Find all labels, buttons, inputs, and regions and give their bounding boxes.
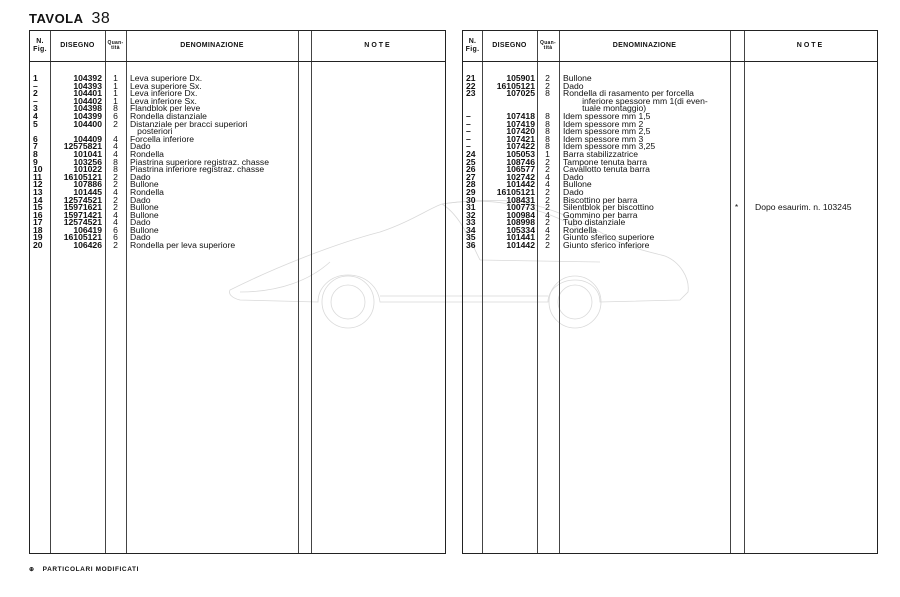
cell-quantita: 6	[113, 224, 118, 235]
cell-quantita: 4	[113, 133, 118, 144]
cell-disegno: 104409	[73, 133, 102, 144]
cell-fig: 19	[33, 232, 43, 243]
cell-fig: 6	[33, 133, 38, 144]
cell-fig: 3	[33, 103, 38, 114]
cell-quantita: 1	[113, 73, 118, 83]
cell-denominazione: Tampone tenuta barra	[563, 156, 648, 167]
cell-disegno: 16105121	[496, 80, 535, 91]
cell-fig: –	[466, 110, 471, 121]
cell-fig: 29	[466, 186, 476, 197]
cell-quantita: 4	[545, 209, 550, 220]
cell-denominazione: Piastrina superiore registraz. chasse	[130, 156, 269, 167]
cell-quantita: 8	[545, 126, 550, 137]
cell-denominazione: Silentblok per biscottino	[563, 202, 654, 213]
cell-disegno: 107025	[506, 88, 535, 99]
cell-quantita: 2	[545, 164, 550, 175]
cell-quantita: 2	[545, 186, 550, 197]
header-fig: N. Fig.	[465, 38, 480, 53]
cell-denominazione: Forcella inferiore	[130, 133, 194, 144]
cell-denominazione: Idem spessore mm 1,5	[563, 110, 651, 121]
cell-fig: 10	[33, 164, 43, 175]
cell-denominazione: Dado	[130, 141, 151, 152]
title-number: 38	[91, 10, 111, 27]
cell-quantita: 2	[545, 156, 550, 167]
cell-disegno: 101445	[73, 186, 102, 197]
cell-disegno: 105334	[506, 224, 535, 235]
cell-fig: 16	[33, 209, 43, 220]
footer-legend	[29, 566, 139, 573]
cell-denominazione: Rondella distanziale	[130, 110, 207, 121]
cell-fig: 2	[33, 88, 38, 99]
header-fig: N. Fig.	[33, 38, 47, 53]
cell-quantita: 1	[113, 80, 118, 91]
cell-disegno: 106426	[73, 240, 102, 251]
cell-fig: 24	[466, 148, 476, 159]
cell-mark: *	[734, 202, 739, 213]
header-disegno: DISEGNO	[60, 42, 95, 49]
cell-disegno: 105053	[506, 148, 535, 159]
cell-quantita: 1	[545, 148, 550, 159]
cell-fig: 9	[33, 156, 38, 167]
cell-denominazione: Tubo distanziale	[563, 217, 626, 228]
cell-disegno: 104392	[73, 73, 102, 83]
cell-fig: 28	[466, 179, 476, 190]
cell-denominazione: Giunto sferico superiore	[563, 232, 655, 243]
header-divider	[30, 61, 445, 62]
cell-quantita: 8	[545, 110, 550, 121]
cell-denominazione: Leva superiore Sx.	[130, 80, 202, 91]
cell-fig: 35	[466, 232, 476, 243]
cell-denominazione: Dado	[563, 186, 584, 197]
cell-denominazione: Idem spessore mm 2,5	[563, 126, 651, 137]
modified-parts-symbol: ⊕	[29, 567, 35, 573]
left-rows	[30, 75, 445, 250]
cell-quantita: 2	[545, 73, 550, 83]
cell-fig: 31	[466, 202, 476, 213]
cell-fig: 26	[466, 164, 476, 175]
cell-denominazione: inferiore spessore mm 1(di even-	[563, 95, 708, 106]
cell-quantita: 1	[113, 88, 118, 99]
cell-fig: 21	[466, 73, 476, 83]
cell-denominazione: Idem spessore mm 3	[563, 133, 644, 144]
cell-quantita: 4	[113, 209, 118, 220]
cell-quantita: 4	[545, 224, 550, 235]
cell-quantita: 2	[545, 240, 550, 251]
cell-quantita: 2	[113, 179, 118, 190]
cell-fig: 23	[466, 88, 476, 99]
cell-quantita: 4	[113, 148, 118, 159]
cell-disegno: 101442	[506, 179, 535, 190]
cell-denominazione: Rondella per leva superiore	[130, 240, 236, 251]
cell-quantita: 6	[113, 232, 118, 243]
cell-fig: –	[466, 133, 471, 144]
cell-disegno: 12574521	[63, 217, 102, 228]
cell-disegno: 108431	[506, 194, 535, 205]
cell-fig: 8	[33, 148, 38, 159]
cell-disegno: 105901	[506, 73, 535, 83]
cell-quantita: 6	[113, 110, 118, 121]
cell-denominazione: Rondella di rasamento per forcella	[563, 88, 694, 99]
cell-disegno: 104402	[73, 95, 102, 106]
cell-fig: 14	[33, 194, 43, 205]
cell-fig: 27	[466, 171, 476, 182]
cell-denominazione: Dado	[130, 194, 151, 205]
cell-fig: 18	[33, 224, 43, 235]
cell-disegno: 101441	[506, 232, 535, 243]
cell-denominazione: Gommino per barra	[563, 209, 638, 220]
cell-disegno: 100773	[506, 202, 535, 213]
cell-quantita: 2	[113, 171, 118, 182]
cell-quantita: 2	[545, 202, 550, 213]
cell-denominazione: Bullone	[130, 179, 159, 190]
cell-fig: 32	[466, 209, 476, 220]
cell-disegno: 107886	[73, 179, 102, 190]
cell-denominazione: Rondella	[130, 148, 164, 159]
cell-denominazione: posteriori	[130, 126, 173, 137]
cell-disegno: 104400	[73, 118, 102, 129]
cell-quantita: 2	[545, 194, 550, 205]
cell-disegno: 16105121	[63, 232, 102, 243]
cell-disegno: 16105121	[496, 186, 535, 197]
cell-quantita: 2	[545, 80, 550, 91]
cell-denominazione: Barra stabilizzatrice	[563, 148, 638, 159]
cell-quantita: 2	[113, 240, 118, 251]
cell-quantita: 4	[113, 141, 118, 152]
cell-disegno: 102742	[506, 171, 535, 182]
cell-denominazione: Leva inferiore Sx.	[130, 95, 197, 106]
cell-fig: 7	[33, 141, 38, 152]
cell-denominazione: Giunto sferico inferiore	[563, 240, 650, 251]
cell-disegno: 107421	[506, 133, 535, 144]
cell-fig: –	[466, 118, 471, 129]
cell-denominazione: Dado	[563, 80, 584, 91]
parts-table-right	[462, 30, 878, 554]
cell-quantita: 8	[545, 88, 550, 99]
cell-disegno: 108746	[506, 156, 535, 167]
cell-disegno: 107419	[506, 118, 535, 129]
cell-note: Dopo esaurim. n. 103245	[755, 202, 852, 213]
cell-disegno: 107418	[506, 110, 535, 121]
cell-denominazione: Cavallotto tenuta barra	[563, 164, 650, 175]
cell-quantita: 2	[545, 232, 550, 243]
cell-quantita: 8	[545, 141, 550, 152]
cell-quantita: 4	[113, 217, 118, 228]
title-label: TAVOLA	[29, 11, 84, 26]
cell-denominazione: Bullone	[563, 179, 592, 190]
cell-quantita: 1	[113, 95, 118, 106]
cell-quantita: 4	[545, 179, 550, 190]
cell-fig: 12	[33, 179, 43, 190]
cell-fig: 36	[466, 240, 476, 251]
cell-disegno: 12575821	[63, 141, 102, 152]
cell-fig: –	[466, 141, 471, 152]
cell-denominazione: Dado	[130, 171, 151, 182]
cell-fig: 22	[466, 80, 476, 91]
cell-denominazione: Leva superiore Dx.	[130, 73, 203, 83]
cell-disegno: 104398	[73, 103, 102, 114]
cell-quantita: 8	[113, 156, 118, 167]
header-quantita: Quan- tità	[540, 40, 556, 51]
header-denominazione: DENOMINAZIONE	[612, 42, 677, 49]
cell-denominazione: Flandblok per leve	[130, 103, 201, 114]
cell-disegno: 15971421	[63, 209, 102, 220]
cell-quantita: 2	[113, 118, 118, 129]
cell-quantita: 2	[113, 202, 118, 213]
table-row	[30, 242, 445, 250]
cell-quantita: 8	[113, 103, 118, 114]
cell-disegno: 12574521	[63, 194, 102, 205]
cell-disegno: 16105121	[63, 171, 102, 182]
cell-fig: 17	[33, 217, 43, 228]
header-quantita: Quan- tità	[107, 40, 124, 51]
cell-quantita: 4	[545, 171, 550, 182]
cell-denominazione: tuale montaggio)	[563, 103, 647, 114]
header-note: NOTE	[364, 42, 392, 49]
cell-fig: –	[33, 80, 38, 91]
cell-denominazione: Dado	[130, 232, 151, 243]
cell-denominazione: Leva inferiore Dx.	[130, 88, 198, 99]
cell-denominazione: Bullone	[563, 73, 592, 83]
cell-denominazione: Rondella	[563, 224, 597, 235]
cell-denominazione: Bullone	[130, 202, 159, 213]
cell-fig: 11	[33, 171, 43, 182]
cell-quantita: 2	[545, 217, 550, 228]
table-row	[30, 118, 445, 129]
cell-denominazione: Idem spessore mm 3,25	[563, 141, 656, 152]
cell-disegno: 104399	[73, 110, 102, 121]
cell-fig: 33	[466, 217, 476, 228]
cell-disegno: 100984	[506, 209, 535, 220]
cell-denominazione: Dado	[130, 217, 151, 228]
cell-fig: 5	[33, 118, 38, 129]
cell-disegno: 104401	[73, 88, 102, 99]
parts-table-left	[29, 30, 446, 554]
cell-disegno: 15971621	[63, 202, 102, 213]
cell-disegno: 106577	[506, 164, 535, 175]
cell-quantita: 8	[113, 164, 118, 175]
cell-fig: 13	[33, 186, 43, 197]
cell-denominazione: Bullone	[130, 224, 159, 235]
cell-fig: 34	[466, 224, 476, 235]
cell-disegno: 106419	[73, 224, 102, 235]
right-rows	[463, 75, 877, 250]
cell-disegno: 101022	[73, 164, 102, 175]
cell-fig: 20	[33, 240, 43, 251]
cell-denominazione: Idem spessore mm 2	[563, 118, 644, 129]
cell-denominazione: Bullone	[130, 209, 159, 220]
cell-quantita: 8	[545, 118, 550, 129]
cell-disegno: 101442	[506, 240, 535, 251]
cell-denominazione: Rondella	[130, 186, 164, 197]
header-denominazione: DENOMINAZIONE	[180, 42, 244, 49]
table-row	[463, 242, 877, 250]
cell-denominazione: Piastrina inferiore registraz. chasse	[130, 164, 265, 175]
cell-quantita: 4	[113, 186, 118, 197]
cell-disegno: 108998	[506, 217, 535, 228]
cell-disegno: 107422	[506, 141, 535, 152]
cell-fig: 25	[466, 156, 476, 167]
cell-denominazione: Biscottino per barra	[563, 194, 638, 205]
cell-fig: –	[33, 95, 38, 106]
page-title	[29, 10, 110, 28]
footer-text: PARTICOLARI MODIFICATI	[42, 566, 140, 573]
header-divider	[463, 61, 877, 62]
cell-disegno: 101041	[73, 148, 102, 159]
cell-fig: 15	[33, 202, 43, 213]
cell-denominazione: Dado	[563, 171, 584, 182]
table-row	[463, 95, 877, 106]
cell-disegno: 107420	[506, 126, 535, 137]
header-disegno: DISEGNO	[492, 42, 527, 49]
cell-quantita: 8	[545, 133, 550, 144]
cell-fig: 30	[466, 194, 476, 205]
cell-disegno: 103256	[73, 156, 102, 167]
cell-fig: –	[466, 126, 471, 137]
cell-denominazione: Distanziale per bracci superiori	[130, 118, 248, 129]
cell-fig: 4	[33, 110, 38, 121]
cell-quantita: 2	[113, 194, 118, 205]
header-note: NOTE	[796, 42, 825, 49]
cell-disegno: 104393	[73, 80, 102, 91]
cell-fig: 1	[33, 73, 38, 83]
